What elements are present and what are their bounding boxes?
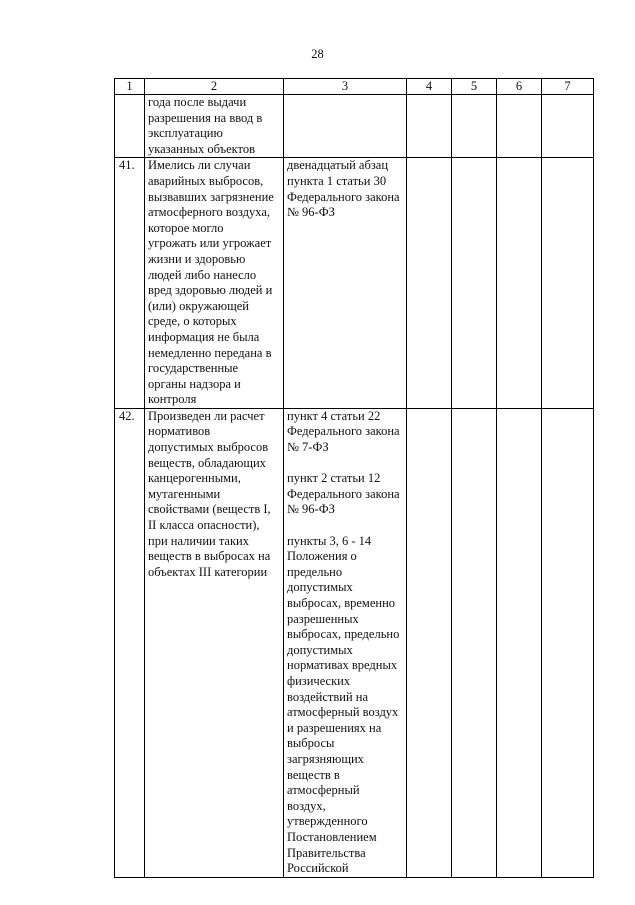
column-header: 6 bbox=[497, 79, 542, 95]
question-cell: года после выдачи разрешения на ввод в эксплуатацию указанных объектов bbox=[145, 95, 284, 158]
column-header: 2 bbox=[145, 79, 284, 95]
note-cell bbox=[542, 158, 594, 409]
answer-cell bbox=[407, 158, 452, 409]
column-header: 4 bbox=[407, 79, 452, 95]
row-number: 41. bbox=[115, 158, 145, 409]
question-cell: Имелись ли случаи аварийных выбросов, вызвавших загрязнение атмосферного воздуха, которое могло угрожать или угрожает жизни и здоровью людей либо нанесло вред здоровью людей и (или) окружающей среде, о которых информация не была немедленно передана в государственные органы надзора и контроля bbox=[145, 158, 284, 409]
row-number bbox=[115, 95, 145, 158]
question-cell: Произведен ли расчет нормативов допустимых выбросов веществ, обладающих канцерогенными, мутагенными свойствами (веществ I, II класса опасности), при наличии таких веществ в выбросах на объектах III категории bbox=[145, 408, 284, 877]
table-header-row bbox=[115, 79, 594, 95]
note-cell bbox=[542, 95, 594, 158]
answer-cell bbox=[497, 95, 542, 158]
requirements-table bbox=[114, 78, 594, 878]
column-header: 7 bbox=[542, 79, 594, 95]
answer-cell bbox=[407, 95, 452, 158]
legal-basis-cell bbox=[284, 95, 407, 158]
column-header: 5 bbox=[452, 79, 497, 95]
note-cell bbox=[542, 408, 594, 877]
legal-basis-cell: двенадцатый абзац пункта 1 статьи 30 Федерального закона № 96-ФЗ bbox=[284, 158, 407, 409]
row-number: 42. bbox=[115, 408, 145, 877]
answer-cell bbox=[452, 408, 497, 877]
answer-cell bbox=[452, 158, 497, 409]
answer-cell bbox=[407, 408, 452, 877]
column-header: 1 bbox=[115, 79, 145, 95]
page-number: 28 bbox=[311, 47, 324, 61]
table-row bbox=[115, 408, 594, 877]
table-row bbox=[115, 158, 594, 409]
column-header: 3 bbox=[284, 79, 407, 95]
answer-cell bbox=[497, 158, 542, 409]
answer-cell bbox=[452, 95, 497, 158]
legal-basis-cell: пункт 4 статьи 22 Федерального закона № 7-ФЗ пункт 2 статьи 12 Федерального закона № 96-ФЗ пункты 3, 6 - 14 Положения о предельно допустимых выбросах, временно разрешенных выбросах, предельно допустимых нормативах вредных физических воздействий на атмосферный воздух и разрешениях на выбросы загрязняющих веществ в атмосферный воздух, утвержденного Постановлением Правительства Российской bbox=[284, 408, 407, 877]
table-row bbox=[115, 95, 594, 158]
answer-cell bbox=[497, 408, 542, 877]
